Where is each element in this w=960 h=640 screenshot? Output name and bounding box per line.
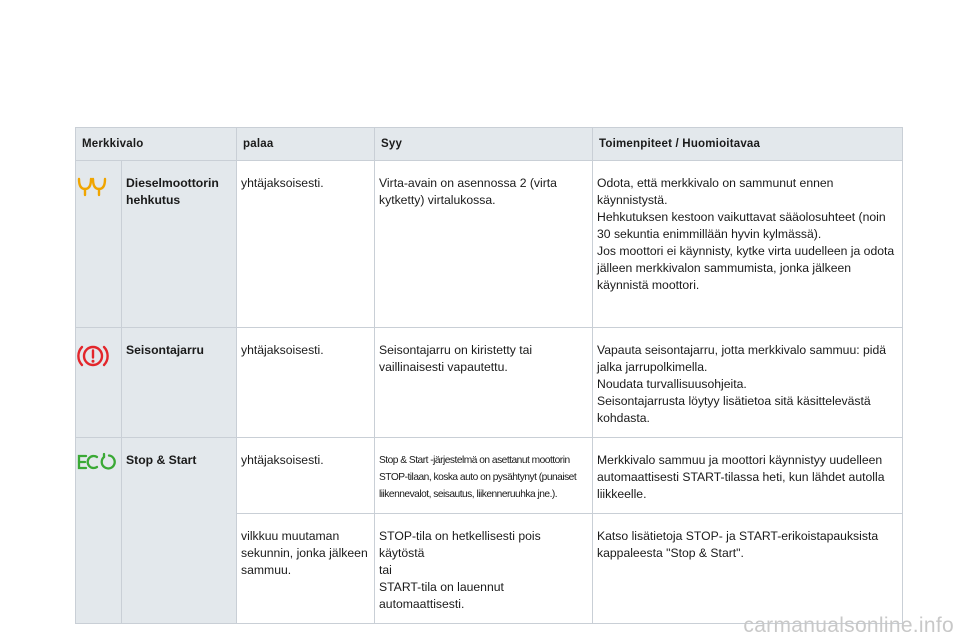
state-cell: yhtäjaksoisesti. (237, 438, 375, 514)
cause-text: STOP-tila on hetkellisesti pois käytöstä (379, 529, 541, 560)
warning-light-name: Stop & Start (122, 438, 237, 624)
warning-lights-table (75, 127, 903, 624)
action-cell (593, 161, 903, 328)
action-cell (593, 438, 903, 514)
cause-text: START-tila on lauennut automaattisesti. (379, 580, 504, 611)
eco-icon (76, 461, 116, 475)
cause-text: tai (379, 563, 392, 577)
action-text: Odota, että merkkivalo on sammunut ennen käynnistystä. (597, 176, 834, 207)
warning-light-name: Seisontajarru (122, 328, 237, 438)
state-cell: yhtäjaksoisesti. (237, 328, 375, 438)
icon-cell (76, 161, 122, 328)
icon-cell (76, 328, 122, 438)
table-row (76, 438, 903, 514)
action-text: Seisontajarrusta löytyy lisätietoa sitä käsittelevästä kohdasta. (597, 394, 871, 425)
cause-cell: Virta-avain on asennossa 2 (virta kytketty) virtalukossa. (375, 161, 593, 328)
table-row (76, 161, 903, 328)
action-text: Katso lisätietoja STOP- ja START-erikoistapauksista kappaleesta "Stop & Start". (597, 529, 879, 560)
header-cause: Syy (375, 128, 593, 161)
icon-cell (76, 438, 122, 624)
warning-light-name: Dieselmoottorin hehkutus (122, 161, 237, 328)
action-text: Noudata turvallisuusohjeita. (597, 377, 747, 391)
header-action: Toimenpiteet / Huomioitavaa (593, 128, 903, 161)
state-cell: yhtäjaksoisesti. (237, 161, 375, 328)
state-cell: vilkkuu muutaman sekunnin, jonka jälkeen sammuu. (237, 514, 375, 624)
action-cell (593, 514, 903, 624)
action-text: Merkkivalo sammuu ja moottori käynnistyy uudelleen automaattisesti START-tilassa heti, kun lähdet autolla liikkeelle. (597, 453, 885, 501)
action-cell (593, 328, 903, 438)
parking-brake-icon (76, 359, 110, 373)
cause-cell: Seisontajarru on kiristetty tai vaillinaisesti vapautettu. (375, 328, 593, 438)
table-row (76, 328, 903, 438)
table-header-row (76, 128, 903, 161)
action-text: Jos moottori ei käynnisty, kytke virta uudelleen ja odota jälleen merkkivalon sammumista, jonka jälkeen käynnistä moottori. (597, 244, 895, 292)
glow-plug-icon (76, 186, 108, 200)
action-text: Hehkutuksen kestoon vaikuttavat sääolosuhteet (noin 30 sekuntia enimmillään hyvin kylmässä). (597, 210, 886, 241)
header-warning-light: Merkkivalo (76, 128, 237, 161)
header-state: palaa (237, 128, 375, 161)
cause-cell (375, 514, 593, 624)
action-text: Vapauta seisontajarru, jotta merkkivalo sammuu: pidä jalka jarrupolkimella. (597, 343, 887, 374)
cause-cell: Stop & Start -järjestelmä on asettanut moottorin STOP-tilaan, koska auto on pysähtynyt (punaiset liikennevalot, seisautus, liikenneruuhka jne.). (375, 438, 593, 514)
watermark: carmanualsonline.info (743, 614, 954, 637)
